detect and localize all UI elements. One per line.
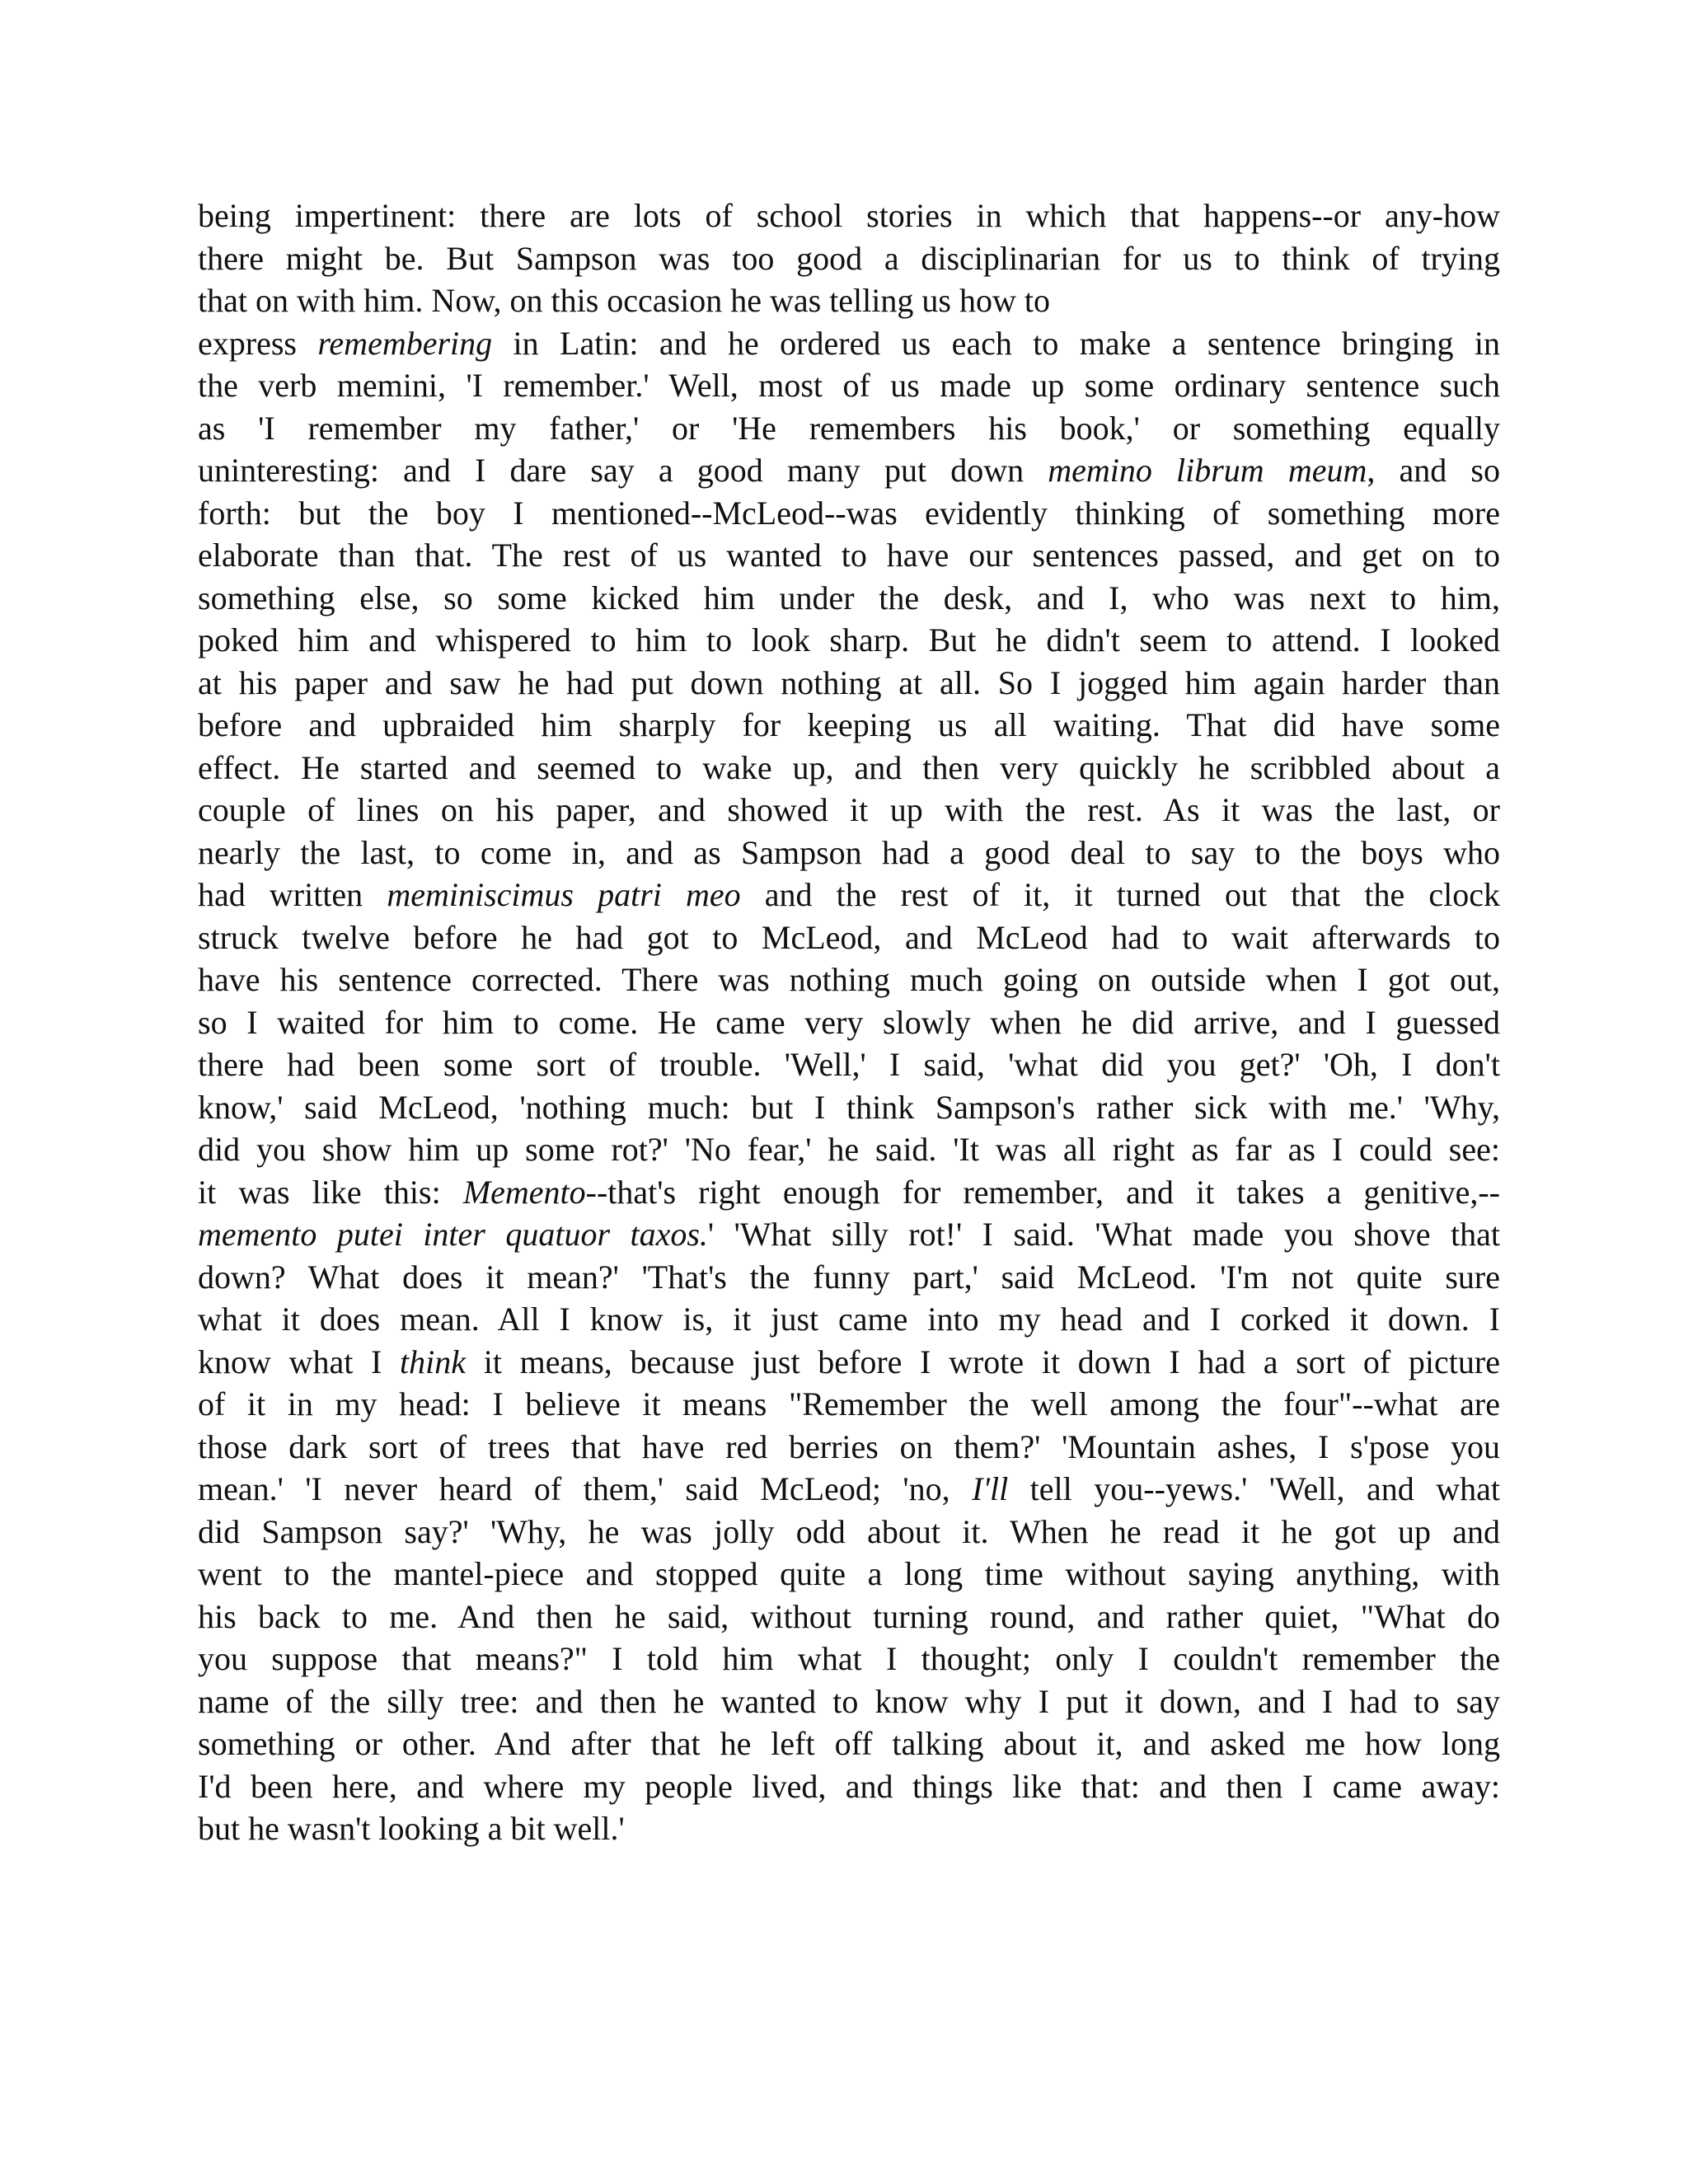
text-line (198, 194, 1500, 237)
text-run: something else, so some kicked him under the desk, and I, who was next to him, (198, 579, 1500, 616)
text-run: had written (198, 876, 387, 913)
text-run: mean.' 'I never heard of them,' said McLeod; 'no, (198, 1470, 973, 1507)
text-line (198, 492, 1500, 535)
text-run: there had been some sort of trouble. 'Well,' I said, 'what did you get?' 'Oh, I don't (198, 1046, 1500, 1083)
text-run: before and upbraided him sharply for keeping us all waiting. That did have some (198, 706, 1500, 743)
text-line (198, 916, 1500, 959)
text-run: know,' said McLeod, 'nothing much: but I think Sampson's rather sick with me.' 'Why, (198, 1088, 1500, 1126)
italic-text: Memento (462, 1173, 586, 1211)
text-line (198, 1511, 1500, 1554)
text-line (198, 1171, 1500, 1214)
text-run: went to the mantel-piece and stopped quite a long time without saying anything, with (198, 1555, 1500, 1592)
italic-text: meminiscimus patri meo (387, 876, 741, 913)
text-run: being impertinent: there are lots of school stories in which that happens--or any-how (198, 197, 1500, 234)
text-run: did Sampson say?' 'Why, he was jolly odd about it. When he read it he got up and (198, 1512, 1500, 1550)
text-line (198, 1426, 1500, 1469)
italic-text: memino librum meum (1048, 452, 1367, 489)
text-line (198, 874, 1500, 916)
text-run: that on with him. Now, on this occasion he was telling us how to (198, 282, 1050, 319)
text-line (198, 449, 1500, 492)
text-line (198, 364, 1500, 407)
text-run: ' 'What silly rot!' I said. 'What made you shove that (707, 1216, 1500, 1253)
text-run: struck twelve before he had got to McLeod, and McLeod had to wait afterwards to (198, 918, 1500, 956)
text-line (198, 1298, 1500, 1341)
text-run: did you show him up some rot?' 'No fear,' he said. 'It was all right as far as I could see: (198, 1131, 1500, 1168)
text-run: uninteresting: and I dare say a good many put down (198, 452, 1048, 489)
italic-text: I'll (972, 1470, 1009, 1507)
text-run: tell you--yews.' 'Well, and what (1008, 1470, 1500, 1507)
text-run: you suppose that means?" I told him what I thought; only I couldn't remember the (198, 1640, 1500, 1677)
text-run: as 'I remember my father,' or 'He remembers his book,' or something equally (198, 409, 1500, 447)
text-run: his back to me. And then he said, without turning round, and rather quiet, "What do (198, 1597, 1500, 1635)
text-run: in Latin: and he ordered us each to make a sentence bringing in (492, 324, 1500, 362)
text-line (198, 1807, 1500, 1850)
text-run: it was like this: (198, 1173, 463, 1211)
italic-text: remembering (317, 324, 493, 362)
text-line (198, 832, 1500, 874)
text-line (198, 662, 1500, 705)
text-run: know what I (198, 1343, 401, 1380)
text-run: the verb memini, 'I remember.' Well, most of us made up some ordinary sentence such (198, 367, 1500, 404)
body-text (198, 194, 1500, 1850)
text-line (198, 534, 1500, 577)
text-line (198, 279, 1500, 322)
text-run: those dark sort of trees that have red berries on them?' 'Mountain ashes, I s'pose you (198, 1427, 1500, 1465)
text-run: it means, because just before I wrote it down I had a sort of picture (466, 1343, 1500, 1380)
text-line (198, 1043, 1500, 1086)
text-line (198, 747, 1500, 790)
text-run: express (198, 324, 318, 362)
text-line (198, 322, 1500, 365)
text-line (198, 1680, 1500, 1723)
italic-text: think (400, 1343, 467, 1380)
text-line (198, 1468, 1500, 1511)
text-run: at his paper and saw he had put down nothing at all. So I jogged him again harder than (198, 663, 1500, 701)
text-line (198, 407, 1500, 450)
text-run: , and so (1367, 452, 1500, 489)
text-line (198, 1256, 1500, 1299)
text-run: so I waited for him to come. He came very slowly when he did arrive, and I guessed (198, 1003, 1500, 1041)
text-line (198, 1553, 1500, 1596)
text-run: of it in my head: I believe it means "Remember the well among the four"--what are (198, 1385, 1500, 1422)
text-run: elaborate than that. The rest of us wanted to have our sentences passed, and get on to (198, 537, 1500, 574)
text-run: forth: but the boy I mentioned--McLeod--was evidently thinking of something more (198, 494, 1500, 532)
text-run: have his sentence corrected. There was nothing much going on outside when I got out, (198, 961, 1500, 998)
text-run: --that's right enough for remember, and it takes a genitive,-- (585, 1173, 1500, 1211)
text-line (198, 958, 1500, 1001)
text-line (198, 1128, 1500, 1171)
text-line (198, 619, 1500, 662)
text-line (198, 1765, 1500, 1808)
text-line (198, 1722, 1500, 1765)
text-line (198, 1341, 1500, 1384)
text-run: down? What does it mean?' 'That's the funny part,' said McLeod. 'I'm not quite sure (198, 1258, 1500, 1296)
text-run: name of the silly tree: and then he wanted to know why I put it down, and I had to say (198, 1682, 1500, 1720)
text-line (198, 1383, 1500, 1426)
text-run: what it does mean. All I know is, it just came into my head and I corked it down. I (198, 1301, 1500, 1338)
text-run: couple of lines on his paper, and showed it up with the rest. As it was the last, or (198, 791, 1500, 828)
text-run: there might be. But Sampson was too good a disciplinarian for us to think of trying (198, 239, 1500, 277)
text-line (198, 1001, 1500, 1044)
text-run: effect. He started and seemed to wake up, and then very quickly he scribbled about a (198, 748, 1500, 786)
text-run: something or other. And after that he left off talking about it, and asked me how long (198, 1725, 1500, 1762)
text-run: and the rest of it, it turned out that the clock (740, 876, 1500, 913)
text-run: but he wasn't looking a bit well.' (198, 1810, 625, 1847)
text-line (198, 1086, 1500, 1129)
text-line (198, 1596, 1500, 1638)
text-line (198, 577, 1500, 620)
text-line (198, 704, 1500, 747)
text-run: I'd been here, and where my people lived, and things like that: and then I came away: (198, 1767, 1500, 1805)
italic-text: memento putei inter quatuor taxos. (198, 1216, 708, 1253)
text-line (198, 237, 1500, 280)
text-run: poked him and whispered to him to look sharp. But he didn't seem to attend. I looked (198, 621, 1500, 658)
text-line (198, 1638, 1500, 1680)
text-line (198, 1213, 1500, 1256)
text-run: nearly the last, to come in, and as Sampson had a good deal to say to the boys who (198, 833, 1500, 871)
text-line (198, 789, 1500, 832)
